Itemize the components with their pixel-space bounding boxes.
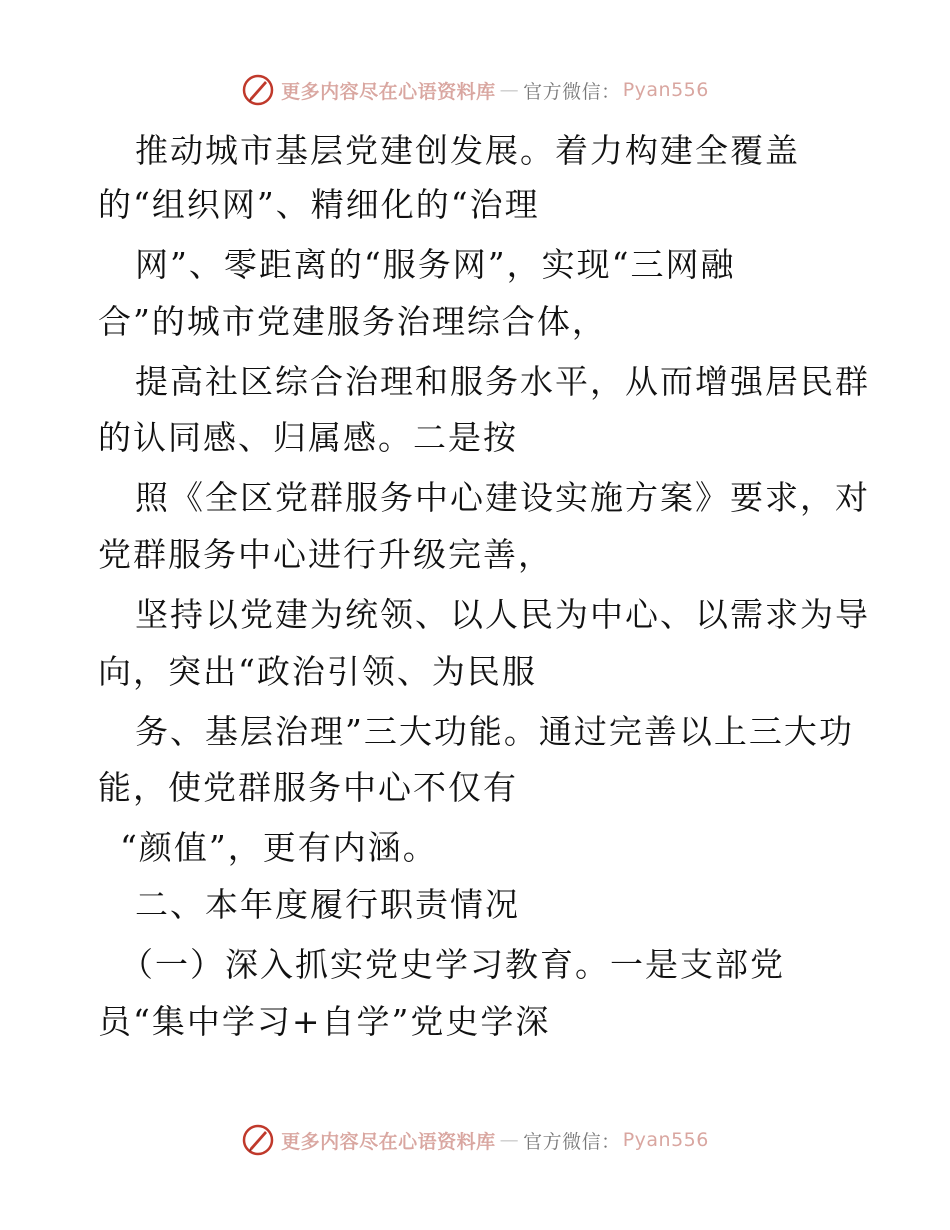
body-line-7: 照《全区党群服务中心建设实施方案》要求，对 (135, 478, 870, 517)
body-line-3: 网”、零距离的“服务网”，实现“三网融 (135, 245, 736, 284)
subsection-line: （一）深入抓实党史学习教育。一是支部党 (120, 945, 785, 984)
feather-pen-logo-icon (241, 1123, 275, 1157)
header-banner-separator: — (499, 79, 520, 101)
footer-banner-separator: — (499, 1129, 520, 1151)
footer-banner-text (281, 1127, 709, 1154)
header-banner-main: 更多内容尽在心语资料库 (281, 80, 496, 103)
body-line-5: 提高社区综合治理和服务水平，从而增强居民群 (135, 362, 870, 401)
footer-banner-wechat-label: 官方微信： (523, 1130, 621, 1153)
body-line-9: 坚持以党建为统领、以人民为中心、以需求为导 (135, 595, 870, 634)
body-line-1: 推动城市基层党建创发展。着力构建全覆盖 (135, 131, 800, 170)
section-heading: 二、本年度履行职责情况 (135, 885, 520, 924)
body-line-6: 的认同感、归属感。二是按 (98, 418, 518, 457)
header-banner-wechat-id: Pyan556 (622, 79, 709, 101)
header-banner-wechat-label: 官方微信： (523, 80, 621, 103)
body-line-16: 员“集中学习+自学”党史学深 (98, 1002, 551, 1041)
body-line-4: 合”的城市党建服务治理综合体， (98, 302, 607, 341)
body-line-12: 能，使党群服务中心不仅有 (98, 768, 518, 807)
body-line-11: 务、基层治理”三大功能。通过完善以上三大功 (135, 712, 854, 751)
footer-banner (0, 1120, 950, 1160)
footer-banner-wechat-id: Pyan556 (622, 1129, 709, 1151)
body-line-2: 的“组织网”、精细化的“治理 (98, 185, 540, 224)
body-line-13: “颜值”，更有内涵。 (120, 828, 438, 867)
body-line-10: 向，突出“政治引领、为民服 (98, 652, 537, 691)
body-line-8: 党群服务中心进行升级完善， (98, 535, 553, 574)
footer-banner-main: 更多内容尽在心语资料库 (281, 1130, 496, 1153)
